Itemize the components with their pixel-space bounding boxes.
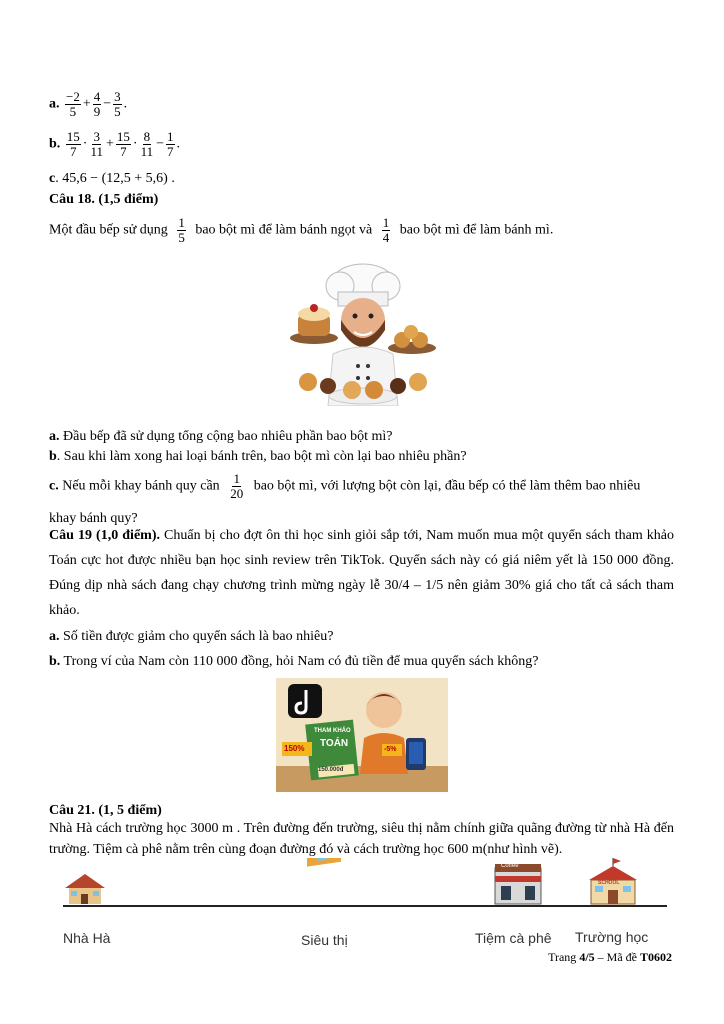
q18-b: b. Sau khi làm xong hai loại bánh trên, bao bột mì còn lại bao nhiêu phần?: [49, 449, 467, 464]
q17-c: c. 45,6 − (12,5 + 5,6) .: [49, 171, 175, 186]
fraction: $\frac{1}{20}$: [230, 471, 244, 501]
q21-body: Nhà Hà cách trường học 3000 m . Trên đường đến trường, siêu thị nằm chính giữa quãng đường từ nhà Hà đến trường. Tiệm cà phê nằm trên cùng đoạn đường đó và cách trường học 600 m(như hình vẽ).: [49, 821, 674, 857]
label-cafe: Tiệm cà phê: [475, 930, 552, 946]
fraction: $\frac{15}{7}$: [116, 129, 130, 159]
market-icon: [307, 858, 341, 867]
fraction: $\frac{-2}{5}$: [66, 89, 80, 119]
cafe-icon: [495, 864, 541, 904]
fraction: $\frac{3}{5}$: [114, 89, 121, 119]
chef-illustration: [288, 256, 438, 406]
coffee-sign: Coffee: [501, 863, 519, 869]
book-title-label: THAM KHẢO: [314, 728, 351, 734]
q18-intro: Một đầu bếp sử dụng $\frac{1}{5}$ bao bột mì để làm bánh ngọt và $\frac{1}{4}$ bao bột mì để làm bánh mì.: [49, 215, 554, 245]
fraction: $\frac{15}{7}$: [66, 129, 80, 159]
label-market: Siêu thị: [301, 932, 348, 948]
label-home: Nhà Hà: [63, 930, 111, 946]
price-label: 150.000đ: [318, 767, 344, 773]
book-subject-label: TOÁN: [320, 738, 349, 749]
q18-title: Câu 18. (1,5 điểm): [49, 192, 159, 207]
fraction: $\frac{3}{11}$: [90, 129, 103, 159]
fraction: $\frac{1}{7}$: [167, 129, 174, 159]
fraction: $\frac{4}{9}$: [93, 89, 101, 119]
tag-5: -5%: [384, 746, 397, 753]
page-footer: Trang 4/5 – Mã đề T0602: [548, 950, 672, 964]
home-icon: [65, 874, 105, 904]
q17-a: a. $\frac{-2}{5}$ + $\frac{4}{9}$ − $\frac{3}{5}$ .: [49, 89, 128, 119]
label-school: Trường học: [575, 929, 649, 945]
q19-body: Câu 19 (1,0 điểm). Chuẩn bị cho đợt ôn thi học sinh giỏi sắp tới, Nam muốn mua một quyển sách tham khảo Toán cực hot được nhiều bạn học sinh review trên TikTok. Quyển sách này có giá niêm yết là 150 000 đồng. Đúng dịp nhà sách đang chạy chương trình mừng ngày lễ 30/4 – 1/5 nên giảm 30% giá cho tất cả sách tham khảo.: [49, 528, 674, 618]
q19-a: a. Số tiền được giảm cho quyển sách là bao nhiêu?: [49, 629, 334, 644]
fraction: $\frac{1}{4}$: [382, 215, 390, 245]
q18-c: c. Nếu mỗi khay bánh quy cần $\frac{1}{20}$ bao bột mì, với lượng bột còn lại, đầu bếp có thể làm thêm bao nhiêu: [49, 471, 641, 501]
q17-b: b. $\frac{15}{7}$ · $\frac{3}{11}$ + $\frac{15}{7}$ · $\frac{8}{11}$ − $\frac{1}{7}$ .: [49, 129, 181, 159]
q18-c-cont: khay bánh quy?: [49, 511, 138, 526]
fraction: $\frac{8}{11}$: [140, 129, 154, 159]
q19-b: b. Trong ví của Nam còn 110 000 đồng, hỏi Nam có đủ tiền để mua quyển sách không?: [49, 654, 539, 669]
school-sign: SCHOOL: [598, 880, 620, 886]
q18-a: a. Đầu bếp đã sử dụng tổng cộng bao nhiêu phần bao bột mì?: [49, 429, 393, 444]
tag-150: 150%: [284, 744, 305, 753]
student-book-illustration: [276, 678, 448, 792]
route-diagram: [55, 858, 675, 954]
q21-title: Câu 21. (1, 5 điểm): [49, 803, 162, 818]
fraction: $\frac{1}{5}$: [178, 215, 185, 245]
